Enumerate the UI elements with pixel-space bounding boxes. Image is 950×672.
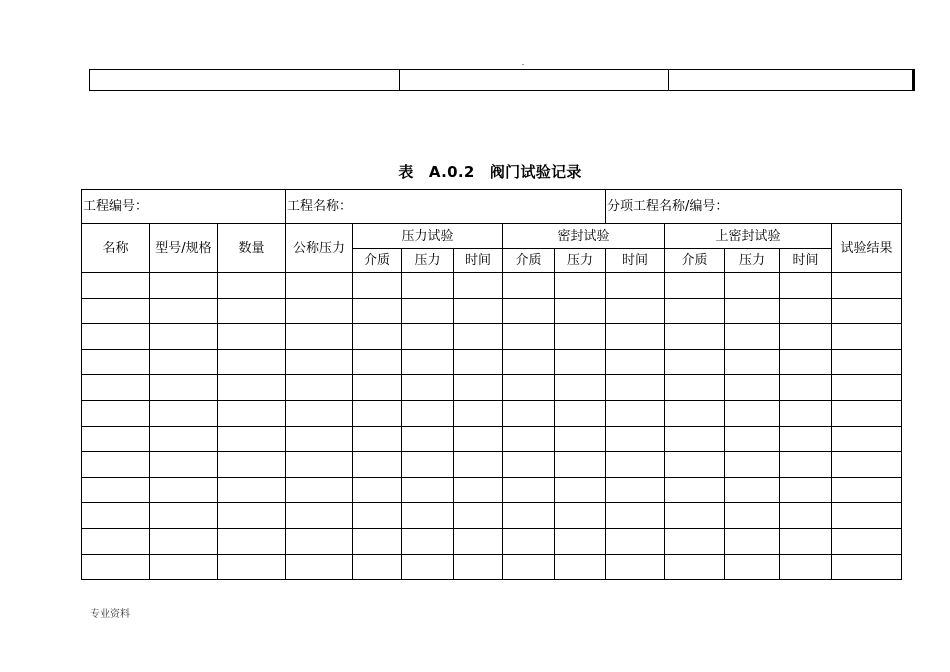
top-cell-1 [90,70,400,91]
table-cell[interactable] [555,298,606,324]
table-cell[interactable] [402,375,454,401]
table-cell[interactable] [150,298,218,324]
table-cell[interactable] [832,324,902,350]
table-cell[interactable] [832,554,902,580]
table-cell[interactable] [725,554,780,580]
table-cell[interactable] [82,528,150,554]
table-cell[interactable] [286,503,353,529]
table-cell[interactable] [402,400,454,426]
header-pressure-test-pressure: 压力 [402,249,454,273]
footer-text: 专业资料 [90,609,130,620]
table-cell[interactable] [665,554,725,580]
table-cell[interactable] [555,273,606,299]
table-cell[interactable] [150,426,218,452]
table-cell[interactable] [150,477,218,503]
table-cell[interactable] [665,503,725,529]
table-cell[interactable] [725,426,780,452]
top-table-fragment [89,69,913,91]
table-cell[interactable] [725,452,780,478]
table-cell[interactable] [555,503,606,529]
table-cell[interactable] [218,503,286,529]
table-cell[interactable] [82,273,150,299]
table-cell[interactable] [606,273,665,299]
table-cell[interactable] [82,400,150,426]
table-cell[interactable] [503,273,555,299]
table-cell[interactable] [780,273,832,299]
table-cell[interactable] [503,349,555,375]
header-model: 型号/规格 [150,224,218,273]
table-cell[interactable] [665,400,725,426]
table-cell[interactable] [832,452,902,478]
table-cell[interactable] [780,452,832,478]
table-cell[interactable] [353,298,402,324]
table-cell[interactable] [555,554,606,580]
header-quantity: 数量 [218,224,286,273]
table-cell[interactable] [353,273,402,299]
table-cell[interactable] [402,503,454,529]
table-cell[interactable] [150,452,218,478]
table-cell[interactable] [555,375,606,401]
header-seal-test-pressure: 压力 [555,249,606,273]
top-dot [522,64,524,65]
table-cell[interactable] [555,528,606,554]
table-cell[interactable] [353,400,402,426]
table-cell[interactable] [218,400,286,426]
header-upper-seal-medium: 介质 [665,249,725,273]
table-cell[interactable] [503,503,555,529]
table-cell[interactable] [725,324,780,350]
table-cell[interactable] [402,426,454,452]
table-cell[interactable] [725,349,780,375]
table-cell[interactable] [503,477,555,503]
table-cell[interactable] [150,528,218,554]
table-cell[interactable] [665,273,725,299]
table-cell[interactable] [780,349,832,375]
header-row-1 [82,224,902,249]
table-cell[interactable] [402,298,454,324]
table-cell[interactable] [665,528,725,554]
table-cell[interactable] [353,324,402,350]
table-cell[interactable] [780,298,832,324]
table-cell[interactable] [555,400,606,426]
table-cell[interactable] [402,452,454,478]
table-cell[interactable] [503,554,555,580]
table-row [82,528,902,554]
table-cell[interactable] [402,324,454,350]
table-cell[interactable] [454,554,503,580]
table-cell[interactable] [454,426,503,452]
table-row [82,349,902,375]
table-cell[interactable] [150,273,218,299]
table-cell[interactable] [353,503,402,529]
table-cell[interactable] [832,503,902,529]
table-cell[interactable] [218,528,286,554]
header-seal-test-time: 时间 [606,249,665,273]
table-cell[interactable] [454,375,503,401]
header-result: 试验结果 [832,224,902,273]
table-cell[interactable] [82,375,150,401]
table-cell[interactable] [353,452,402,478]
table-cell[interactable] [402,477,454,503]
table-cell[interactable] [150,375,218,401]
table-cell[interactable] [780,554,832,580]
table-cell[interactable] [218,349,286,375]
table-cell[interactable] [218,375,286,401]
table-cell[interactable] [286,426,353,452]
table-cell[interactable] [832,400,902,426]
table-cell[interactable] [218,554,286,580]
table-cell[interactable] [832,273,902,299]
table-cell[interactable] [725,375,780,401]
table-cell[interactable] [150,349,218,375]
table-cell[interactable] [402,273,454,299]
top-cell-3 [669,70,913,91]
table-title: 表 A.0.2 阀门试验记录 [398,163,582,181]
table-cell[interactable] [454,324,503,350]
table-cell[interactable] [606,324,665,350]
table-cell[interactable] [286,400,353,426]
sub-project-cell [606,190,902,224]
project-name-label: 工程名称： [287,199,353,214]
table-cell[interactable] [665,477,725,503]
top-table-right-edge [913,69,915,91]
table-cell[interactable] [665,375,725,401]
table-cell[interactable] [665,349,725,375]
table-cell[interactable] [606,349,665,375]
valve-test-record-table [81,189,902,580]
table-cell[interactable] [82,349,150,375]
table-cell[interactable] [353,477,402,503]
table-cell[interactable] [286,349,353,375]
table-cell[interactable] [150,324,218,350]
table-cell[interactable] [832,349,902,375]
table-cell[interactable] [725,273,780,299]
table-cell[interactable] [454,298,503,324]
header-seal-test-medium: 介质 [503,249,555,273]
table-cell[interactable] [780,426,832,452]
table-row [82,554,902,580]
table-cell[interactable] [503,426,555,452]
header-pressure-test-time: 时间 [454,249,503,273]
table-cell[interactable] [665,298,725,324]
table-cell[interactable] [286,452,353,478]
table-cell[interactable] [555,324,606,350]
table-cell[interactable] [82,298,150,324]
table-cell[interactable] [503,528,555,554]
table-cell[interactable] [606,375,665,401]
table-cell[interactable] [82,503,150,529]
data-rows [82,273,902,580]
table-cell[interactable] [150,503,218,529]
table-row [82,477,902,503]
table-cell[interactable] [218,273,286,299]
table-cell[interactable] [555,477,606,503]
table-cell[interactable] [555,452,606,478]
header-upper-seal-time: 时间 [780,249,832,273]
table-cell[interactable] [832,426,902,452]
header-upper-seal-pressure: 压力 [725,249,780,273]
table-cell[interactable] [353,426,402,452]
table-cell[interactable] [606,477,665,503]
table-cell[interactable] [286,324,353,350]
table-cell[interactable] [353,349,402,375]
table-cell[interactable] [606,528,665,554]
table-cell[interactable] [725,298,780,324]
table-cell[interactable] [832,298,902,324]
table-cell[interactable] [665,452,725,478]
table-cell[interactable] [353,554,402,580]
table-row [82,298,902,324]
header-upper-seal-test: 上密封试验 [665,224,832,249]
table-row [82,426,902,452]
table-cell[interactable] [606,452,665,478]
table-cell[interactable] [606,298,665,324]
table-cell[interactable] [454,452,503,478]
table-cell[interactable] [286,273,353,299]
table-cell[interactable] [665,426,725,452]
table-cell[interactable] [503,452,555,478]
table-row [82,375,902,401]
table-cell[interactable] [218,426,286,452]
table-cell[interactable] [353,528,402,554]
header-pressure-test: 压力试验 [353,224,503,249]
table-cell[interactable] [286,477,353,503]
table-cell[interactable] [832,528,902,554]
table-cell[interactable] [503,375,555,401]
table-cell[interactable] [503,298,555,324]
table-cell[interactable] [402,528,454,554]
table-cell[interactable] [82,426,150,452]
table-cell[interactable] [780,324,832,350]
table-cell[interactable] [606,400,665,426]
table-cell[interactable] [218,324,286,350]
table-row [82,273,902,299]
table-cell[interactable] [82,452,150,478]
table-cell[interactable] [402,554,454,580]
info-row [82,190,902,224]
table-cell[interactable] [82,477,150,503]
table-cell[interactable] [454,400,503,426]
table-cell[interactable] [832,375,902,401]
table-cell[interactable] [454,528,503,554]
sub-project-label: 分项工程名称/编号： [607,199,729,214]
header-seal-test: 密封试验 [503,224,665,249]
project-number-label: 工程编号： [83,199,149,214]
table-cell[interactable] [780,528,832,554]
table-cell[interactable] [402,349,454,375]
table-cell[interactable] [780,375,832,401]
table-cell[interactable] [286,298,353,324]
table-cell[interactable] [286,554,353,580]
table-cell[interactable] [454,349,503,375]
table-cell[interactable] [286,375,353,401]
table-cell[interactable] [780,503,832,529]
table-cell[interactable] [454,477,503,503]
table-cell[interactable] [218,298,286,324]
table-cell[interactable] [82,554,150,580]
table-cell[interactable] [218,452,286,478]
project-name-cell [286,190,606,224]
table-cell[interactable] [832,477,902,503]
table-cell[interactable] [780,400,832,426]
table-cell[interactable] [353,375,402,401]
table-cell[interactable] [606,554,665,580]
table-cell[interactable] [606,426,665,452]
project-number-cell [82,190,286,224]
table-cell[interactable] [150,400,218,426]
table-cell[interactable] [555,349,606,375]
table-row [82,503,902,529]
table-cell[interactable] [503,400,555,426]
table-row [82,400,902,426]
table-row [82,324,902,350]
table-cell[interactable] [725,477,780,503]
table-cell[interactable] [665,324,725,350]
table-cell[interactable] [454,273,503,299]
header-pressure-test-medium: 介质 [353,249,402,273]
table-cell[interactable] [780,477,832,503]
table-cell[interactable] [725,528,780,554]
top-cell-2 [400,70,669,91]
table-cell[interactable] [218,477,286,503]
header-name: 名称 [82,224,150,273]
table-cell[interactable] [725,503,780,529]
table-cell[interactable] [286,528,353,554]
table-cell[interactable] [150,554,218,580]
table-cell[interactable] [503,324,555,350]
table-cell[interactable] [725,400,780,426]
table-cell[interactable] [555,426,606,452]
table-row [82,452,902,478]
header-nominal-pressure: 公称压力 [286,224,353,273]
table-cell[interactable] [82,324,150,350]
table-cell[interactable] [606,503,665,529]
table-cell[interactable] [454,503,503,529]
